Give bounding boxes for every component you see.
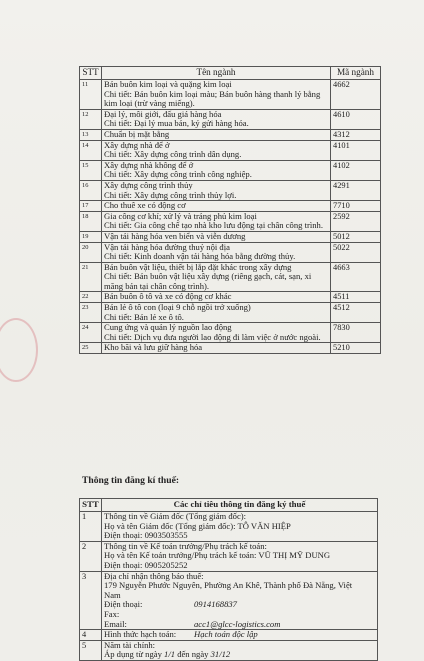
business-lines-body bbox=[80, 80, 381, 354]
table-row bbox=[80, 109, 381, 129]
accounting-form-cell bbox=[102, 630, 378, 641]
business-line-code: 5210 bbox=[331, 343, 381, 354]
business-line-title: Bán buôn vật liệu, thiết bị lắp đặt khác trong xây dựng bbox=[104, 262, 292, 272]
row-stt: 2 bbox=[80, 541, 102, 571]
row-stt: 4 bbox=[80, 630, 102, 641]
row-stt: 23 bbox=[80, 303, 102, 323]
row-stt: 17 bbox=[80, 201, 102, 212]
business-line-title: Bán lẻ ô tô con (loại 9 chỗ ngồi trở xuống) bbox=[104, 302, 251, 313]
fiscal-year-to: 31/12 bbox=[210, 649, 231, 660]
director-name: Họ và tên Giám đốc (Tổng giám đốc): TÔ VĂN HIỆP bbox=[104, 520, 291, 531]
row-stt: 14 bbox=[80, 140, 102, 160]
table-row bbox=[80, 343, 381, 354]
business-line-detail: Chi tiết: Gia công chế tạo nhà kho lưu động tại chân công trình. bbox=[104, 220, 323, 231]
business-line-title: Vận tải hàng hóa ven biển và viễn dương bbox=[104, 231, 246, 241]
tax-email-label: Email: bbox=[104, 618, 127, 629]
business-line-code: 4610 bbox=[331, 109, 381, 129]
table-row bbox=[80, 180, 381, 200]
row-stt: 1 bbox=[80, 512, 102, 542]
fiscal-year-line bbox=[104, 650, 375, 660]
business-line-title: Xây dựng công trình thủy bbox=[104, 180, 193, 190]
table-row bbox=[80, 640, 378, 660]
tax-phone-label: Điện thoại: bbox=[104, 599, 143, 610]
tax-email-line bbox=[104, 620, 375, 630]
header-code: Mã ngành bbox=[331, 67, 381, 80]
fiscal-year-prefix: Áp dụng từ ngày bbox=[104, 649, 162, 660]
business-line-code: 7830 bbox=[331, 323, 381, 343]
tax-phone-line bbox=[104, 600, 375, 610]
table-row bbox=[80, 571, 378, 630]
business-line-detail: Chi tiết: Xây dựng công trình dân dụng. bbox=[104, 149, 242, 160]
table-row bbox=[80, 630, 378, 641]
row-stt: 13 bbox=[80, 129, 102, 140]
row-stt: 24 bbox=[80, 323, 102, 343]
business-line-name bbox=[102, 180, 331, 200]
business-line-detail: Chi tiết: Xây dựng công trình thủy lợi. bbox=[104, 189, 237, 200]
business-line-title: Bán buôn kim loại và quặng kim loại bbox=[104, 79, 232, 89]
tax-email-value: acc1@glcc-logistics.com bbox=[194, 618, 281, 629]
business-line-title: Chuẩn bị mặt bằng bbox=[104, 129, 170, 139]
business-line-name bbox=[102, 140, 331, 160]
table-row bbox=[80, 292, 381, 303]
tax-phone-value: 0914168837 bbox=[194, 599, 237, 610]
table-row bbox=[80, 80, 381, 110]
row-stt: 18 bbox=[80, 211, 102, 231]
business-line-name bbox=[102, 292, 331, 303]
tax-address-title: Địa chỉ nhận thông báo thuế: bbox=[104, 571, 204, 581]
director-info-cell bbox=[102, 512, 378, 542]
business-line-detail: kim loại (trừ vàng miếng). bbox=[104, 98, 195, 109]
business-line-code: 4662 bbox=[331, 80, 381, 110]
red-stamp-edge bbox=[0, 318, 38, 382]
business-line-code: 5022 bbox=[331, 242, 381, 262]
business-line-title: Xây dựng nhà để ở bbox=[104, 140, 170, 150]
table-row bbox=[80, 201, 381, 212]
business-line-name bbox=[102, 323, 331, 343]
table-header-row bbox=[80, 67, 381, 80]
row-stt: 3 bbox=[80, 571, 102, 630]
business-line-name bbox=[102, 262, 331, 292]
business-line-code: 5012 bbox=[331, 231, 381, 242]
business-line-name bbox=[102, 109, 331, 129]
header-stt: STT bbox=[80, 499, 102, 512]
business-line-code: 4312 bbox=[331, 129, 381, 140]
business-line-name bbox=[102, 211, 331, 231]
business-line-name bbox=[102, 303, 331, 323]
accountant-info-cell bbox=[102, 541, 378, 571]
accountant-title: Thông tin về Kế toán trưởng/Phụ trách kế toán: bbox=[104, 541, 267, 551]
business-line-title: Bán buôn ô tô và xe có động cơ khác bbox=[104, 291, 232, 302]
director-title: Thông tin về Giám đốc (Tổng giám đốc): bbox=[104, 511, 247, 521]
business-line-code: 4663 bbox=[331, 262, 381, 292]
row-stt: 5 bbox=[80, 640, 102, 660]
table-row bbox=[80, 231, 381, 242]
table-row bbox=[80, 211, 381, 231]
business-line-name bbox=[102, 129, 331, 140]
tax-section-label: Thông tin đăng kí thuế: bbox=[82, 475, 180, 486]
business-line-title: Gia công cơ khí; xử lý và tráng phủ kim loại bbox=[104, 211, 257, 221]
business-line-name bbox=[102, 343, 331, 354]
business-line-detail: Chi tiết: Bán buôn vật liệu xây dựng (riêng gạch, cát, sạn, xi bbox=[104, 271, 312, 282]
business-line-name bbox=[102, 160, 331, 180]
tax-address-line2: Nam bbox=[104, 589, 121, 600]
tax-info-table bbox=[79, 498, 378, 661]
row-stt: 19 bbox=[80, 231, 102, 242]
accounting-form-label: Hình thức hạch toán: bbox=[104, 629, 177, 640]
tax-fax-label: Fax: bbox=[104, 608, 120, 619]
business-line-name bbox=[102, 242, 331, 262]
business-lines-table bbox=[79, 66, 381, 354]
business-line-detail: Chi tiết: Đại lý mua bán, ký gửi hàng hóa. bbox=[104, 118, 249, 129]
row-stt: 22 bbox=[80, 292, 102, 303]
business-line-code: 4102 bbox=[331, 160, 381, 180]
business-line-code: 7710 bbox=[331, 201, 381, 212]
header-tax-info: Các chỉ tiêu thông tin đăng ký thuế bbox=[102, 499, 378, 512]
fiscal-year-mid: đến ngày bbox=[177, 649, 209, 660]
fiscal-year-from: 1/1 bbox=[164, 649, 176, 660]
table-row bbox=[80, 512, 378, 542]
table-header-row bbox=[80, 499, 378, 512]
business-line-detail: Chi tiết: Kinh doanh vận tải hàng hóa bằng đường thủy. bbox=[104, 251, 296, 262]
show-through-header bbox=[118, 6, 318, 46]
accountant-name: Họ và tên Kế toán trưởng/Phụ trách kế toán: VŨ THỊ MỸ DUNG bbox=[104, 550, 331, 561]
business-line-code: 4101 bbox=[331, 140, 381, 160]
table-row bbox=[80, 323, 381, 343]
business-line-title: Xây dựng nhà không để ở bbox=[104, 160, 194, 170]
tax-address-cell bbox=[102, 571, 378, 630]
business-line-title: Kho bãi và lưu giữ hàng hóa bbox=[104, 342, 203, 353]
row-stt: 16 bbox=[80, 180, 102, 200]
accountant-phone: Điện thoại: 0905205252 bbox=[104, 559, 188, 570]
table-row bbox=[80, 541, 378, 571]
business-line-name bbox=[102, 201, 331, 212]
fiscal-year-cell bbox=[102, 640, 378, 660]
business-line-detail: măng bán tại chân công trình). bbox=[104, 280, 210, 291]
business-line-title: Đại lý, môi giới, đấu giá hàng hóa bbox=[104, 109, 222, 119]
header-name: Tên ngành bbox=[102, 67, 331, 80]
business-line-title: Cung ứng và quản lý nguồn lao động bbox=[104, 322, 232, 333]
business-line-code: 2592 bbox=[331, 211, 381, 231]
business-line-code: 4291 bbox=[331, 180, 381, 200]
business-line-name bbox=[102, 231, 331, 242]
business-line-code: 4511 bbox=[331, 292, 381, 303]
business-line-detail: Chi tiết: Dịch vụ đưa người lao động đi làm việc ở nước ngoài. bbox=[104, 331, 321, 342]
table-row bbox=[80, 160, 381, 180]
table-row bbox=[80, 303, 381, 323]
business-line-code: 4512 bbox=[331, 303, 381, 323]
row-stt: 11 bbox=[80, 80, 102, 110]
row-stt: 21 bbox=[80, 262, 102, 292]
business-line-detail: Chi tiết: Bán lẻ xe ô tô. bbox=[104, 311, 184, 322]
business-line-title: Vận tải hàng hóa đường thuỷ nội địa bbox=[104, 242, 230, 252]
business-line-detail: Chi tiết: Bán buôn kim loại màu; Bán buôn hàng thanh lý bằng bbox=[104, 88, 321, 99]
tax-address-line1: 179 Nguyễn Phước Nguyên, Phường An Khê, Thành phố Đà Nẵng, Việt bbox=[104, 580, 353, 591]
header-stt: STT bbox=[80, 67, 102, 80]
accounting-form-value: Hạch toán độc lập bbox=[194, 629, 258, 640]
table-row bbox=[80, 262, 381, 292]
director-phone: Điện thoại: 0903503555 bbox=[104, 530, 188, 541]
business-line-detail: Chi tiết: Xây dựng công trình công nghiệp. bbox=[104, 169, 252, 180]
fiscal-year-title: Năm tài chính: bbox=[104, 640, 156, 650]
business-line-title: Cho thuê xe có động cơ bbox=[104, 200, 186, 211]
row-stt: 25 bbox=[80, 343, 102, 354]
business-line-name bbox=[102, 80, 331, 110]
row-stt: 12 bbox=[80, 109, 102, 129]
table-row bbox=[80, 242, 381, 262]
table-row bbox=[80, 129, 381, 140]
table-row bbox=[80, 140, 381, 160]
row-stt: 15 bbox=[80, 160, 102, 180]
row-stt: 20 bbox=[80, 242, 102, 262]
